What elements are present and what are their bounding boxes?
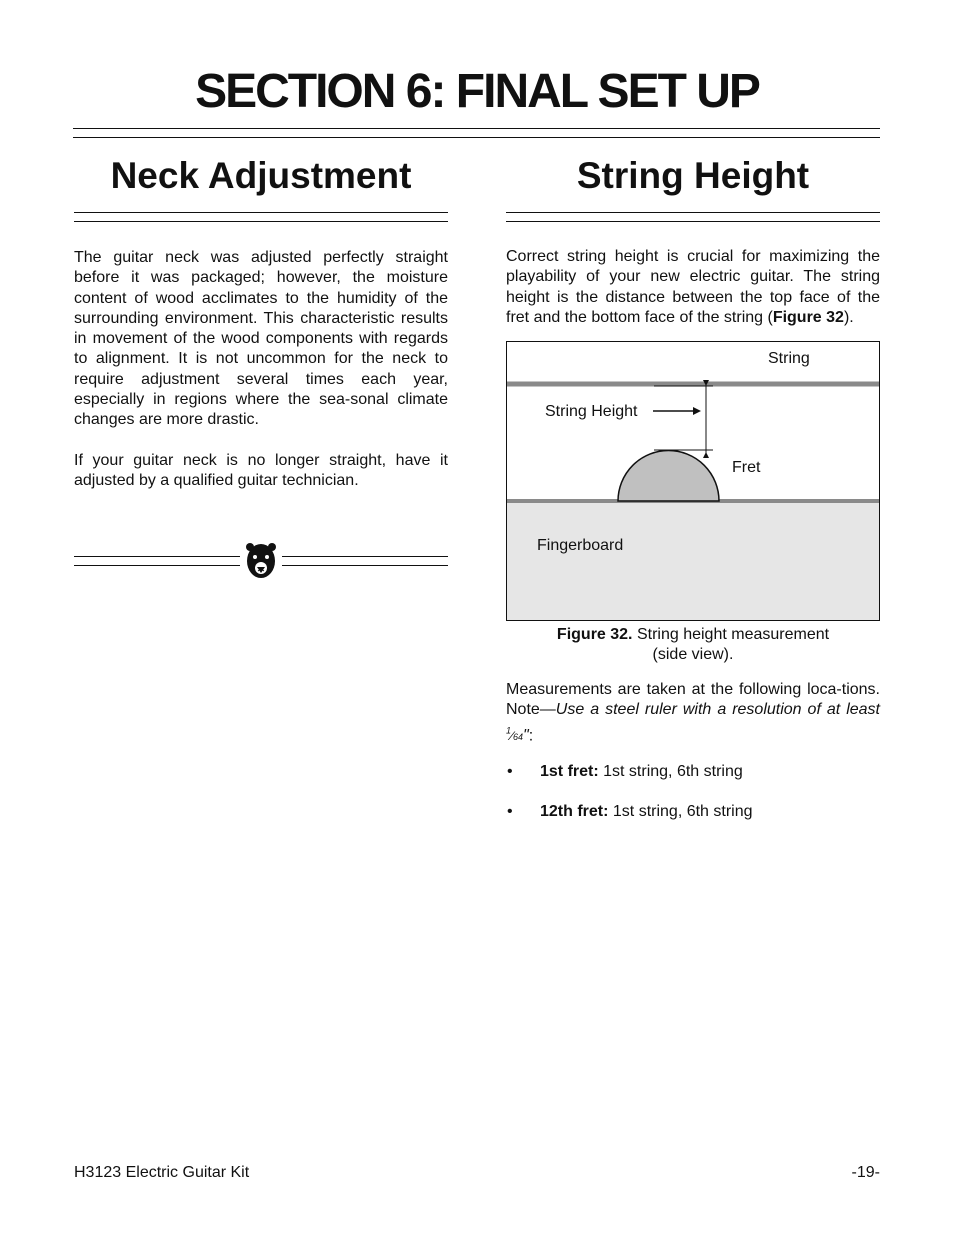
measure-end: : [528,726,534,744]
caption-label: Figure 32. [556,626,633,643]
bullet-twelfth-fret [507,802,753,822]
bullet-first-fret [507,762,743,782]
neck-adjustment-paragraph-2: If your guitar neck is no longer straight, have it adjusted by a qualified guitar technician. [74,452,448,490]
intro-text: Correct string height is crucial for maximizing the playability of your new electric guitar. The string height is the distance between the top face of the fret and the bottom face of the string ( [506,248,880,326]
neck-adjustment-heading: Neck Adjustment [110,155,412,196]
fraction-numerator: 1 [506,725,512,736]
section-title: SECTION 6: FINAL SET UP [195,65,759,118]
section-title-rule [73,128,880,138]
caption-line2: (side view). [652,646,734,663]
bear-logo-icon [240,540,282,582]
string-height-rule [506,212,880,222]
inch-mark: " [523,726,529,744]
bullet-label: 12th fret: [540,803,609,820]
fingerboard-shape [507,502,879,620]
measure-note-text: Use a steel ruler with a resolution of at least [555,701,880,719]
measurement-paragraph [506,680,880,747]
string-height-diagram [506,341,880,621]
bullet-label: 1st fret: [540,763,599,780]
divider-rule-right [282,556,448,566]
label-string-height: String Height [545,403,638,420]
figure-reference: Figure 32 [772,308,844,326]
label-string: String [768,350,810,367]
measure-note [506,701,880,744]
bullet-text: 1st string, 6th string [612,803,753,820]
intro-end: ). [843,308,854,326]
label-fingerboard: Fingerboard [537,537,624,554]
arrow-right-head [693,407,701,415]
neck-adjustment-rule [74,212,448,222]
divider-rule-left [74,556,240,566]
measure-arrow-bottom [703,452,709,458]
label-fret: Fret [732,459,761,476]
fraction-slash: ⁄ [511,728,514,743]
bullet-symbol: • [507,803,513,820]
figure-caption [506,625,880,665]
page-number: -19- [851,1164,880,1181]
fraction-denominator: 64 [513,731,524,742]
section-divider [74,540,448,584]
footer-title: H3123 Electric Guitar Kit [74,1164,250,1181]
string-height-heading: String Height [576,155,810,196]
measure-text: Measurements are taken at the following loca-tions. Note— [506,681,880,719]
string-height-intro [506,247,880,328]
neck-adjustment-paragraph-1: The guitar neck was adjusted perfectly straight before it was packaged; however, the moisture content of wood acclimates to the humidity of the surrounding environment. This characteristic results in movement of the wood components with regards to alignment. It is not uncommon for the neck to require adjustment several times each year, especially in regions where the sea-sonal climate changes are more drastic. [74,249,448,429]
bullet-text: 1st string, 6th string [603,763,743,780]
diagram-graphic [507,342,879,620]
caption-text: String height measurement [636,626,830,643]
fret-shape [618,451,719,501]
bullet-symbol: • [507,763,513,780]
